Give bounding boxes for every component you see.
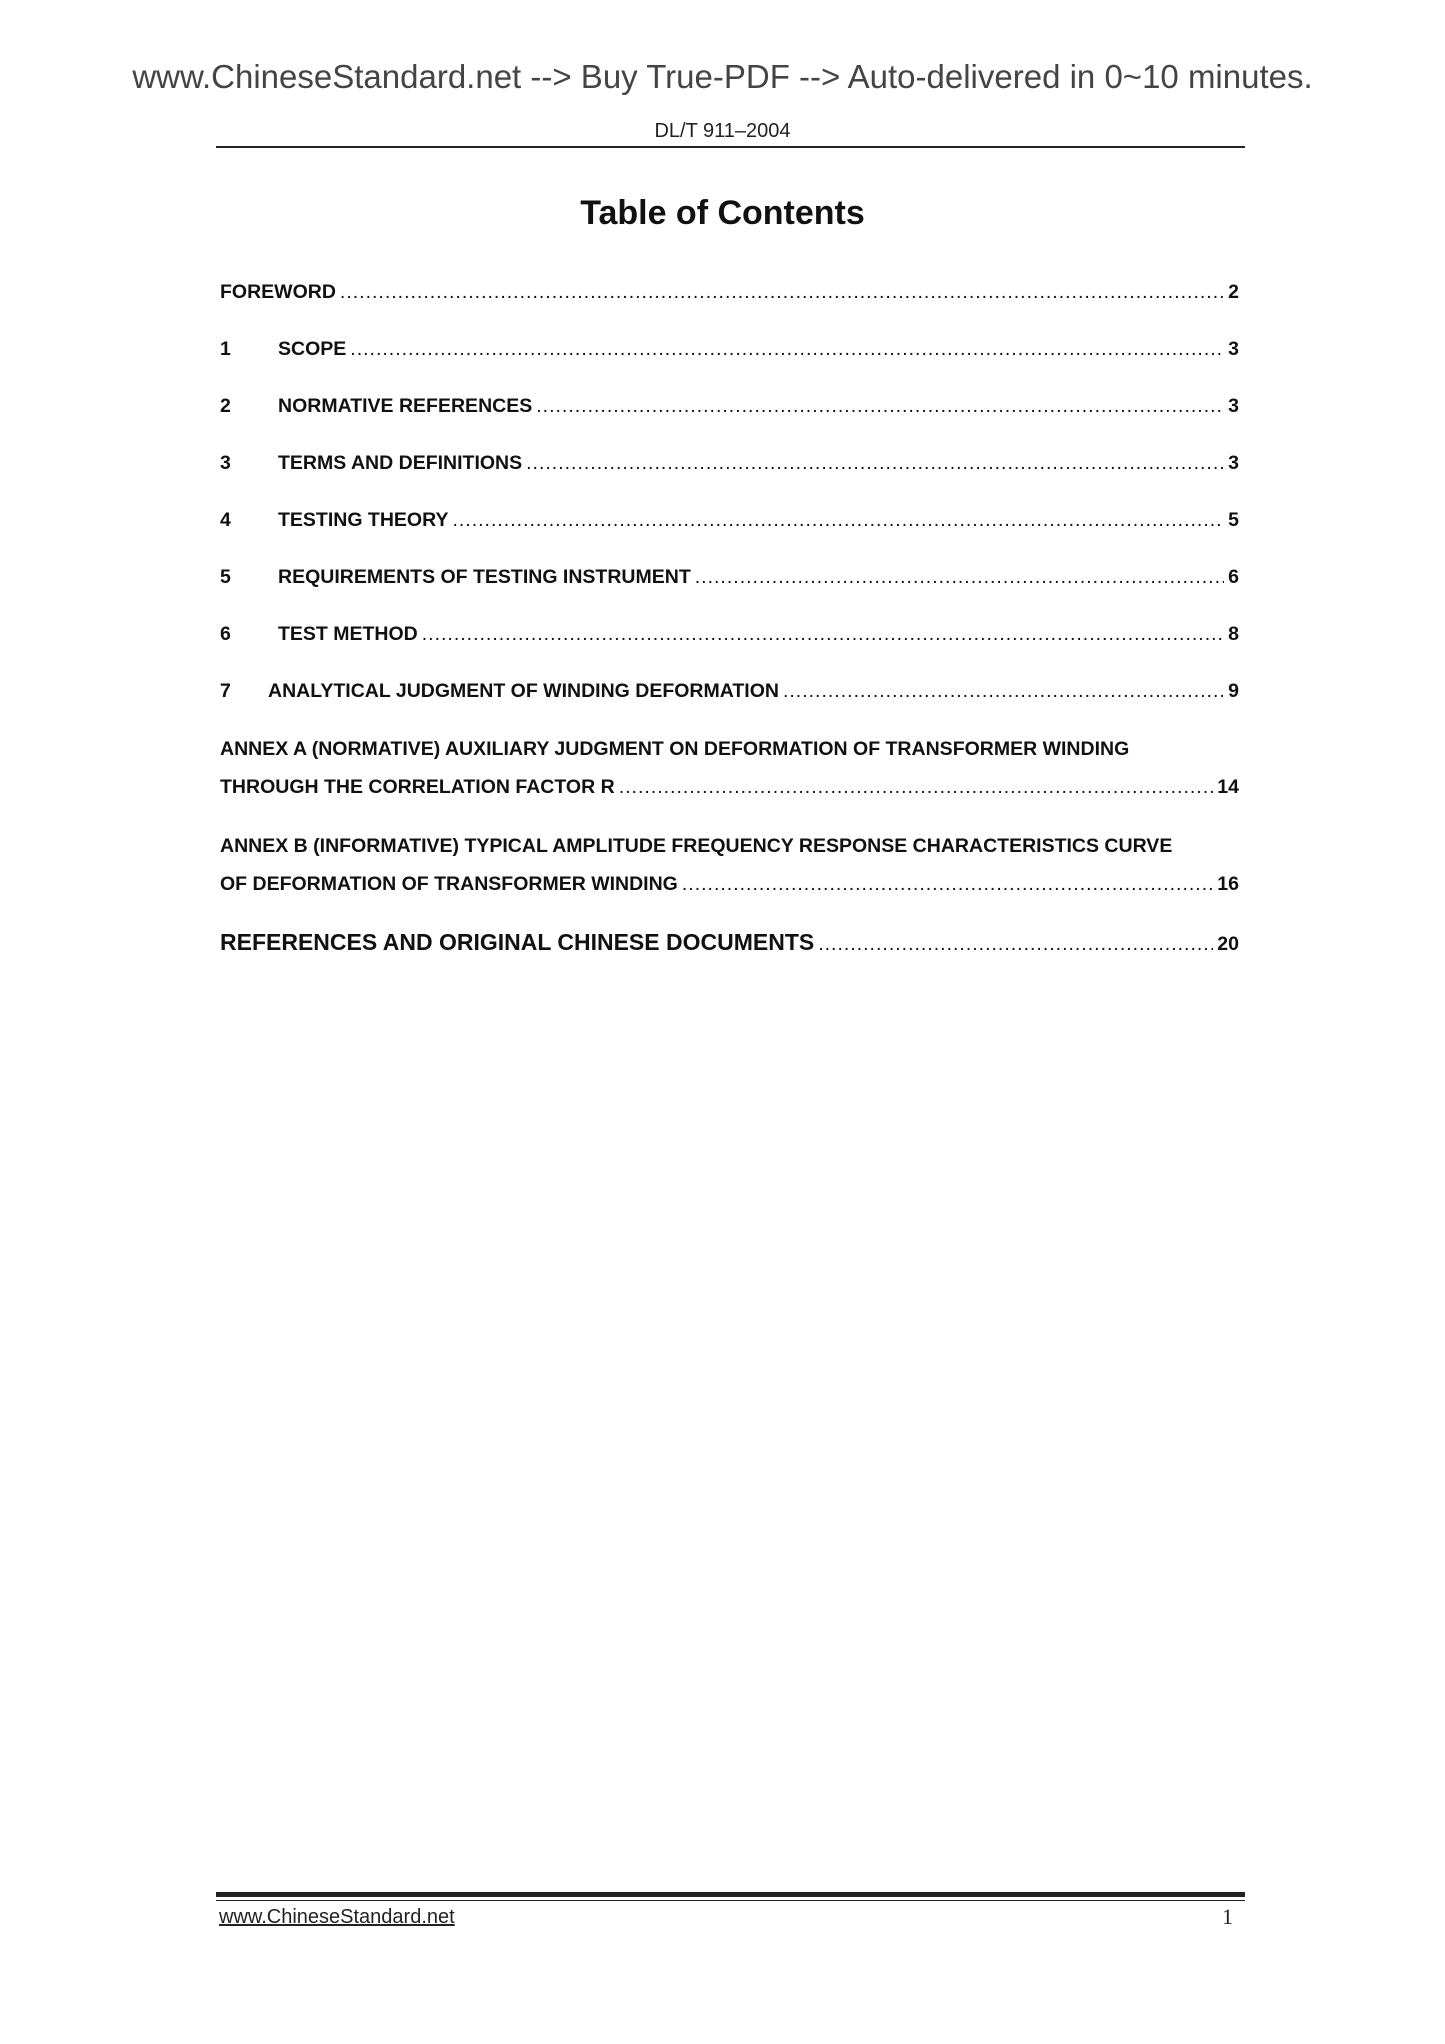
toc-entry-text: NORMATIVE REFERENCES [278,395,533,417]
toc-entry-testing-instrument[interactable] [220,559,1239,595]
toc-leader-dots [695,559,1224,595]
toc-leader-dots [619,768,1214,806]
toc-entry-text: FOREWORD [220,281,336,303]
page-number: 1 [1222,1904,1233,1929]
toc-leader-dots [422,616,1224,652]
toc-entry-normative-references[interactable] [220,388,1239,424]
toc-entry-page: 14 [1217,776,1239,798]
toc-entry-number: 7 [220,680,231,702]
toc-entry-testing-theory[interactable] [220,502,1239,538]
toc-entry-page: 16 [1217,873,1239,895]
footer-divider-thin [216,1900,1245,1901]
toc-leader-dots [526,445,1224,481]
toc-leader-dots [818,926,1213,962]
toc-entry-text: OF DEFORMATION OF TRANSFORMER WINDING [220,873,678,895]
toc-entry-number: 2 [220,395,231,417]
toc-leader-dots [350,331,1224,367]
toc-entry-text: TEST METHOD [278,623,418,645]
toc-entry-foreword[interactable] [220,274,1239,310]
toc-entry-page: 6 [1228,566,1239,588]
toc-entry-text-line1: ANNEX A (NORMATIVE) AUXILIARY JUDGMENT ON DEFORMATION OF TRANSFORMER WINDING [220,738,1130,760]
toc-entry-page: 3 [1228,452,1239,474]
footer-site-link[interactable]: www.ChineseStandard.net [219,1906,455,1928]
toc-leader-dots [682,865,1213,903]
toc-entry-text: THROUGH THE CORRELATION FACTOR R [220,776,615,798]
toc-entry-page: 5 [1228,509,1239,531]
toc-entry-number: 6 [220,623,231,645]
site-banner: www.ChineseStandard.net --> Buy True-PDF --> Auto-delivered in 0~10 minutes. [132,58,1313,95]
toc-title: Table of Contents [580,194,865,232]
toc-entry-page: 2 [1228,281,1239,303]
toc-entry-page: 8 [1228,623,1239,645]
table-of-contents [220,274,1239,981]
toc-entry-text-line1: ANNEX B (INFORMATIVE) TYPICAL AMPLITUDE FREQUENCY RESPONSE CHARACTERISTICS CURVE [220,835,1173,857]
document-code: DL/T 911–2004 [654,120,791,142]
toc-leader-dots [536,388,1224,424]
toc-entry-text: TERMS AND DEFINITIONS [278,452,523,474]
header-divider [216,146,1245,148]
toc-entry-number: 4 [220,509,231,531]
toc-entry-number: 5 [220,566,231,588]
toc-entry-text: ANALYTICAL JUDGMENT OF WINDING DEFORMATION [268,680,779,702]
toc-entry-references[interactable] [220,924,1239,960]
toc-entry-page: 9 [1228,680,1239,702]
toc-entry-text: TESTING THEORY [278,509,449,531]
toc-entry-scope[interactable] [220,331,1239,367]
toc-entry-text: REQUIREMENTS OF TESTING INSTRUMENT [278,566,691,588]
toc-entry-text: SCOPE [278,338,347,360]
toc-entry-annex-a[interactable] [220,730,1239,806]
toc-entry-page: 3 [1228,338,1239,360]
toc-entry-text: REFERENCES AND ORIGINAL CHINESE DOCUMENTS [220,929,815,955]
toc-leader-dots [452,502,1224,538]
toc-entry-number: 1 [220,338,231,360]
toc-entry-analytical-judgment[interactable] [220,673,1239,709]
toc-leader-dots [783,673,1224,709]
toc-entry-terms-definitions[interactable] [220,445,1239,481]
toc-entry-page: 3 [1228,395,1239,417]
toc-entry-test-method[interactable] [220,616,1239,652]
toc-entry-page: 20 [1217,933,1239,955]
toc-entry-annex-b[interactable] [220,827,1239,903]
toc-entry-number: 3 [220,452,231,474]
toc-leader-dots [340,274,1224,310]
footer-divider-thick [216,1892,1245,1897]
